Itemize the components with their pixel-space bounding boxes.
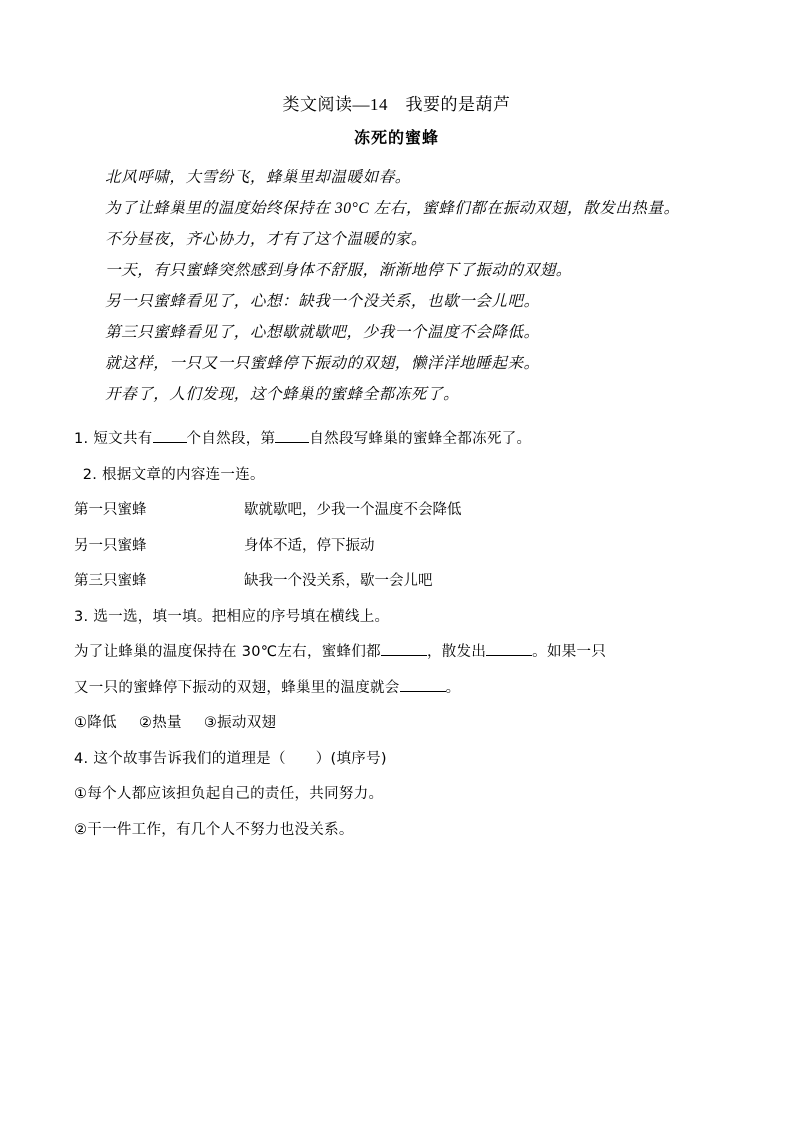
story-paragraph: 另一只蜜蜂看见了，心想：缺我一个没关系，也歇一会儿吧。 <box>105 293 540 310</box>
question-4-text-a: 4. 这个故事告诉我们的道理是（ <box>74 750 286 767</box>
page-title: 类文阅读—14 我要的是葫芦 <box>282 95 511 114</box>
question-4-option[interactable]: ②干一件工作，有几个人不努力也没关系。 <box>74 821 354 838</box>
match-right-item[interactable]: 缺我一个没关系，歇一会儿吧 <box>244 573 433 590</box>
question-1-blank-2[interactable] <box>275 442 309 443</box>
question-1-suffix: 自然段写蜂巢的蜜蜂全都冻死了。 <box>309 431 532 447</box>
match-left-item[interactable]: 第一只蜜蜂 <box>74 502 147 519</box>
story-paragraph: 开春了，人们发现，这个蜂巢的蜜蜂全都冻死了。 <box>105 386 460 403</box>
question-3-blank-1[interactable] <box>381 655 427 656</box>
question-1 <box>74 422 719 458</box>
story-paragraph: 不分昼夜，齐心协力，才有了这个温暖的家。 <box>105 231 428 248</box>
question-3-label: 3. 选一选，填一填。把相应的序号填在横线上。 <box>74 608 390 625</box>
story-paragraph: 北风呼啸，大雪纷飞，蜂巢里却温暖如春。 <box>105 169 411 186</box>
question-3-blank-3[interactable] <box>400 691 446 692</box>
question-3-option[interactable]: ②热量 <box>138 715 182 732</box>
story-paragraph: 第三只蜜蜂看见了，心想歇就歇吧，少我一个温度不会降低。 <box>105 324 540 341</box>
match-left-item[interactable]: 第三只蜜蜂 <box>74 573 147 590</box>
match-left-item[interactable]: 另一只蜜蜂 <box>74 537 147 554</box>
questions-section <box>74 422 719 848</box>
story-paragraph: 就这样，一只又一只蜜蜂停下振动的双翅，懒洋洋地睡起来。 <box>105 355 540 372</box>
question-1-blank-1[interactable] <box>153 442 187 443</box>
story-paragraph: 一天，有只蜜蜂突然感到身体不舒服，渐渐地停下了振动的双翅。 <box>105 262 572 279</box>
match-row <box>74 529 719 565</box>
question-3-text-c: 。如果一只 <box>532 644 607 661</box>
match-row <box>74 564 719 600</box>
question-3-text-e: 。 <box>445 679 461 696</box>
question-3-line-1 <box>74 635 719 671</box>
question-4-option[interactable]: ①每个人都应该担负起自己的责任，共同努力。 <box>74 786 384 803</box>
question-3-line-2 <box>74 671 719 707</box>
question-4-text-b: ）(填序号) <box>315 750 387 767</box>
question-3-blank-2[interactable] <box>486 655 532 656</box>
question-3-text-b: ，散发出 <box>426 644 487 661</box>
story-paragraph: 为了让蜂巢里的温度始终保持在 30°C 左右，蜜蜂们都在振动双翅，散发出热量。 <box>105 200 680 217</box>
match-right-item[interactable]: 身体不适，停下振动 <box>244 537 375 554</box>
question-1-mid: 个自然段，第 <box>186 431 276 447</box>
question-4-label <box>74 742 719 778</box>
question-3-text-d: 又一只的蜜蜂停下振动的双翅，蜂巢里的温度就会 <box>74 679 400 696</box>
article-body <box>74 162 719 410</box>
question-2-label: 2. 根据文章的内容连一连。 <box>82 466 265 483</box>
question-3-text-a: 为了让蜂巢的温度保持在 30℃左右，蜜蜂们都 <box>74 644 381 661</box>
question-3-option[interactable]: ①降低 <box>74 715 117 732</box>
article-title: 冻死的蜜蜂 <box>353 128 439 147</box>
match-right-item[interactable]: 歇就歇吧，少我一个温度不会降低 <box>244 502 462 519</box>
question-3-option[interactable]: ③振动双翅 <box>203 715 277 732</box>
question-1-prefix: 1. 短文共有 <box>74 431 153 447</box>
question-3-options <box>74 706 719 742</box>
match-row <box>74 493 719 529</box>
